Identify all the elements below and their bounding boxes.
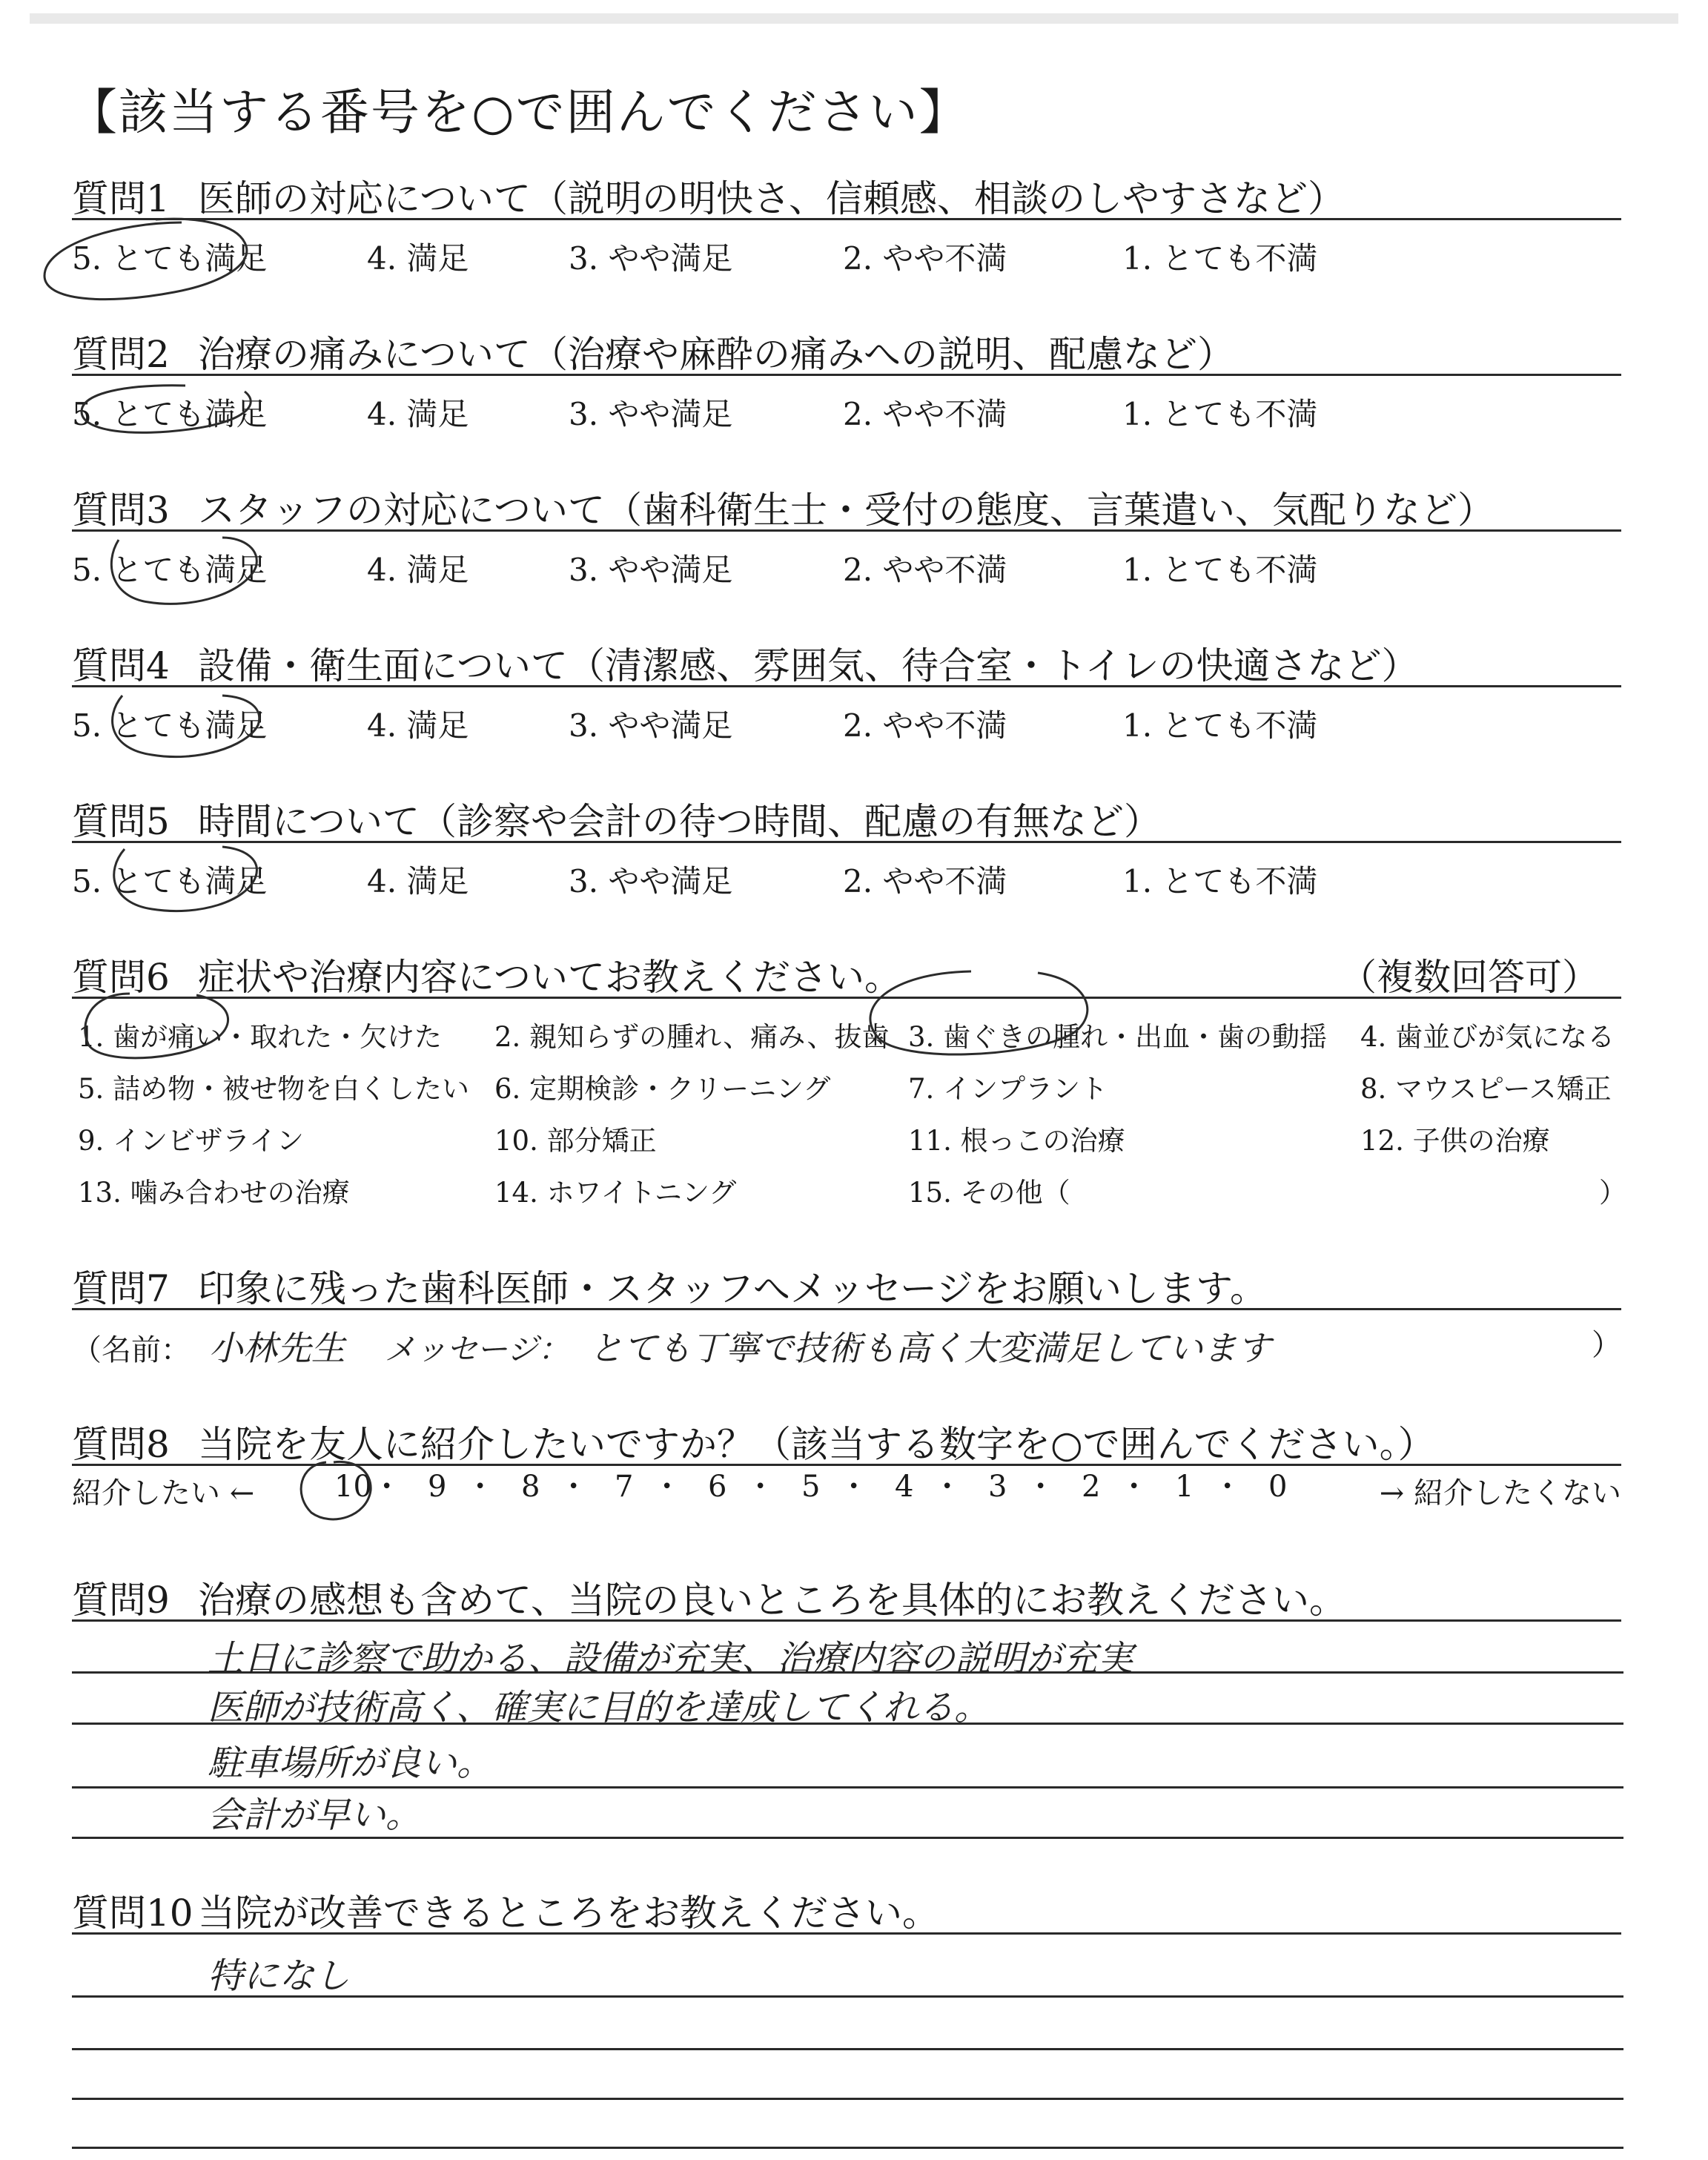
option-5[interactable]: 5. とても満足 xyxy=(72,863,268,899)
symptom-option-13[interactable]: 13. 噛み合わせの治療 xyxy=(78,1177,350,1209)
scale-value-0[interactable]: 0 xyxy=(1268,1470,1288,1504)
scale-separator-dot: • xyxy=(755,1476,767,1498)
scan-top-edge xyxy=(30,13,1678,24)
question-4-header xyxy=(72,636,1621,687)
question-text: スタッフの対応について（歯科衛生士・受付の態度、言葉遣い、気配りなど） xyxy=(198,489,1494,532)
question-number: 質問6 xyxy=(72,956,170,999)
symptom-option-3[interactable]: 3. 歯ぐきの腫れ・出血・歯の動揺 xyxy=(908,1021,1328,1053)
question-text: 症状や治療内容についてお教えください。 xyxy=(198,956,901,999)
scale-value-3[interactable]: 3 xyxy=(988,1470,1007,1504)
symptom-option-14[interactable]: 14. ホワイトニング xyxy=(494,1177,737,1209)
scale-value-8[interactable]: 8 xyxy=(521,1470,540,1504)
option-5[interactable]: 5. とても満足 xyxy=(72,552,268,588)
symptom-option-11[interactable]: 11. 根っこの治療 xyxy=(908,1125,1125,1157)
scale-value-9[interactable]: 9 xyxy=(428,1470,447,1504)
option-2[interactable]: 2. やや不満 xyxy=(843,863,1007,899)
scale-value-5[interactable]: 5 xyxy=(801,1470,821,1504)
option-5[interactable]: 5. とても満足 xyxy=(72,707,268,744)
multiple-answers-note: （複数回答可） xyxy=(1340,956,1599,999)
question-text: 治療の感想も含めて、当院の良いところを具体的にお教えください。 xyxy=(198,1579,1346,1622)
option-3[interactable]: 3. やや満足 xyxy=(569,240,733,277)
improvement-answer-1[interactable]: 特になし xyxy=(208,1955,351,1997)
symptom-option-15[interactable]: 15. その他（ xyxy=(908,1177,1070,1209)
other-close-paren: ） xyxy=(1599,1177,1626,1209)
question-number: 質問1 xyxy=(72,177,170,220)
option-2[interactable]: 2. やや不満 xyxy=(843,707,1007,744)
symptom-option-6[interactable]: 6. 定期検診・クリーニング xyxy=(494,1073,831,1105)
option-1[interactable]: 1. とても不満 xyxy=(1122,707,1318,744)
question-number: 質問2 xyxy=(72,333,170,376)
question-9-header xyxy=(72,1571,1621,1622)
scale-separator-dot: • xyxy=(1222,1476,1234,1498)
question-8-header xyxy=(72,1415,1621,1466)
question-7-header xyxy=(72,1259,1621,1310)
option-4[interactable]: 4. 満足 xyxy=(367,863,469,899)
option-4[interactable]: 4. 満足 xyxy=(367,707,469,744)
symptom-option-10[interactable]: 10. 部分矯正 xyxy=(494,1125,657,1157)
question-number: 質問5 xyxy=(72,800,170,843)
scale-separator-dot: • xyxy=(1128,1476,1140,1498)
symptom-option-12[interactable]: 12. 子供の治療 xyxy=(1360,1125,1550,1157)
question-number: 質問8 xyxy=(72,1423,170,1466)
good-point-answer-1[interactable]: 土日に診察で助かる、設備が充実、治療内容の説明が充実 xyxy=(208,1638,1133,1680)
symptom-option-1[interactable]: 1. 歯が痛い・取れた・欠けた xyxy=(78,1021,443,1053)
question-text: 当院を友人に紹介したいですか？（該当する数字を○で囲んでください。） xyxy=(198,1423,1435,1466)
scale-separator-dot: • xyxy=(568,1476,580,1498)
option-4[interactable]: 4. 満足 xyxy=(367,552,469,588)
name-value[interactable]: 小林先生 xyxy=(208,1328,345,1368)
question-text: 設備・衛生面について（清潔感、雰囲気、待合室・トイレの快適さなど） xyxy=(198,644,1419,687)
answer-rule xyxy=(72,2098,1623,2100)
option-2[interactable]: 2. やや不満 xyxy=(843,240,1007,277)
symptom-option-9[interactable]: 9. インビザライン xyxy=(78,1125,304,1157)
scale-separator-dot: • xyxy=(848,1476,860,1498)
question-number: 質問10 xyxy=(72,1892,193,1935)
good-point-answer-4[interactable]: 会計が早い。 xyxy=(208,1794,422,1836)
option-3[interactable]: 3. やや満足 xyxy=(569,552,733,588)
option-2[interactable]: 2. やや不満 xyxy=(843,552,1007,588)
option-1[interactable]: 1. とても不満 xyxy=(1122,396,1318,432)
scale-value-4[interactable]: 4 xyxy=(895,1470,914,1504)
option-4[interactable]: 4. 満足 xyxy=(367,396,469,432)
option-3[interactable]: 3. やや満足 xyxy=(569,863,733,899)
symptom-option-5[interactable]: 5. 詰め物・被せ物を白くしたい xyxy=(78,1073,470,1105)
question-2-header xyxy=(72,325,1621,376)
question-text: 時間について（診察や会計の待つ時間、配慮の有無など） xyxy=(198,800,1161,843)
option-3[interactable]: 3. やや満足 xyxy=(569,707,733,744)
option-1[interactable]: 1. とても不満 xyxy=(1122,863,1318,899)
question-number: 質問4 xyxy=(72,644,170,687)
option-1[interactable]: 1. とても不満 xyxy=(1122,240,1318,277)
option-1[interactable]: 1. とても不満 xyxy=(1122,552,1318,588)
question-10-header xyxy=(72,1883,1621,1935)
good-point-answer-2[interactable]: 医師が技術高く、確実に目的を達成してくれる。 xyxy=(208,1687,990,1728)
message-row xyxy=(72,1321,1621,1370)
question-1-header xyxy=(72,169,1621,220)
question-text: 印象に残った歯科医師・スタッフへメッセージをお願いします。 xyxy=(198,1267,1267,1310)
message-label: メッセージ： xyxy=(384,1331,569,1367)
scale-separator-dot: • xyxy=(1035,1476,1047,1498)
symptom-option-4[interactable]: 4. 歯並びが気になる xyxy=(1360,1021,1615,1053)
option-2[interactable]: 2. やや不満 xyxy=(843,396,1007,432)
scale-value-7[interactable]: 7 xyxy=(615,1470,634,1504)
answer-rule xyxy=(72,2147,1623,2149)
scale-left-label: 紹介したい ← xyxy=(72,1476,255,1510)
scale-separator-dot: • xyxy=(941,1476,953,1498)
option-4[interactable]: 4. 満足 xyxy=(367,240,469,277)
symptom-option-8[interactable]: 8. マウスピース矯正 xyxy=(1360,1073,1612,1105)
symptom-option-7[interactable]: 7. インプラント xyxy=(908,1073,1108,1105)
message-value[interactable]: とても丁寧で技術も高く大変満足しています xyxy=(589,1328,1271,1368)
question-number: 質問9 xyxy=(72,1579,170,1622)
question-3-header xyxy=(72,480,1621,532)
form-title: 【該当する番号を○で囲んでください】 xyxy=(68,84,970,141)
name-label: （名前： xyxy=(72,1333,191,1367)
question-number: 質問7 xyxy=(72,1267,170,1310)
scale-value-2[interactable]: 2 xyxy=(1082,1470,1101,1504)
good-point-answer-3[interactable]: 駐車場所が良い。 xyxy=(208,1743,493,1784)
scale-separator-dot: • xyxy=(661,1476,673,1498)
option-3[interactable]: 3. やや満足 xyxy=(569,396,733,432)
question-6-header xyxy=(72,948,1621,999)
symptom-option-2[interactable]: 2. 親知らずの腫れ、痛み、抜歯 xyxy=(494,1021,890,1053)
question-number: 質問3 xyxy=(72,489,170,532)
question-text: 当院が改善できるところをお教えください。 xyxy=(198,1892,939,1935)
question-5-header xyxy=(72,792,1621,843)
scale-value-10[interactable]: 10 xyxy=(334,1470,372,1504)
message-close-paren: ） xyxy=(1592,1328,1621,1362)
answer-rule xyxy=(72,2048,1623,2050)
question-text: 治療の痛みについて（治療や麻酔の痛みへの説明、配慮など） xyxy=(198,333,1234,376)
option-5[interactable]: 5. とても満足 xyxy=(72,240,268,277)
option-5[interactable]: 5. とても満足 xyxy=(72,396,268,432)
scale-separator-dot: • xyxy=(474,1476,486,1498)
scale-right-label: → 紹介したくない xyxy=(1379,1476,1621,1510)
scale-value-6[interactable]: 6 xyxy=(708,1470,727,1504)
scale-separator-dot: • xyxy=(381,1476,393,1498)
scale-value-1[interactable]: 1 xyxy=(1175,1470,1194,1504)
question-text: 医師の対応について（説明の明快さ、信頼感、相談のしやすさなど） xyxy=(198,177,1345,220)
